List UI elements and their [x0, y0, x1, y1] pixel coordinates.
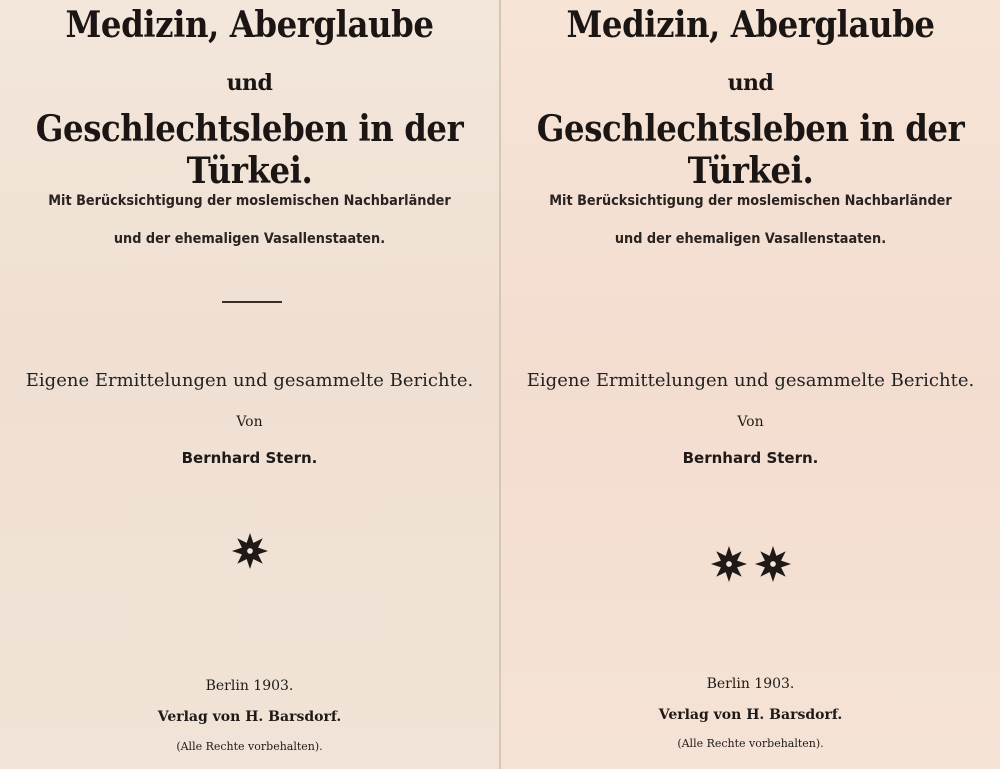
star-ornament-icon [754, 545, 792, 583]
by-label: Von [737, 414, 764, 430]
subtitle-line-1: Mit Berücksichtigung der moslemischen Nachbarländer [48, 193, 451, 209]
description: Eigene Ermittelungen und gesammelte Berichte. [526, 370, 975, 391]
publisher: Verlag von H. Barsdorf. [157, 709, 342, 725]
author-name: Bernhard Stern. [181, 449, 318, 467]
star-ornament-icon [710, 545, 748, 583]
volume-stars [0, 532, 499, 570]
title-line-2: und [727, 70, 774, 96]
title-line-3: Geschlechtsleben in der Türkei. [536, 108, 965, 192]
star-ornament-icon [231, 532, 269, 570]
title-page-volume-2 [501, 0, 1000, 769]
subtitle-line-2: und der ehemaligen Vasallenstaaten. [113, 231, 386, 247]
by-label: Von [236, 414, 263, 430]
title-line-3: Geschlechtsleben in der Türkei. [35, 108, 464, 192]
subtitle-line-2: und der ehemaligen Vasallenstaaten. [614, 231, 887, 247]
imprint-city-year: Berlin 1903. [706, 676, 795, 692]
description: Eigene Ermittelungen und gesammelte Berichte. [25, 370, 474, 391]
title-line-1: Medizin, Aberglaube [65, 4, 434, 46]
volume-stars [501, 545, 1000, 583]
rights-notice: (Alle Rechte vorbehalten). [176, 740, 323, 753]
publisher: Verlag von H. Barsdorf. [658, 707, 843, 723]
author-name: Bernhard Stern. [682, 449, 819, 467]
title-line-1: Medizin, Aberglaube [566, 4, 935, 46]
subtitle-line-1: Mit Berücksichtigung der moslemischen Nachbarländer [549, 193, 952, 209]
divider-rule [222, 301, 282, 303]
rights-notice: (Alle Rechte vorbehalten). [677, 737, 824, 750]
imprint-city-year: Berlin 1903. [205, 678, 294, 694]
title-line-2: und [226, 70, 273, 96]
